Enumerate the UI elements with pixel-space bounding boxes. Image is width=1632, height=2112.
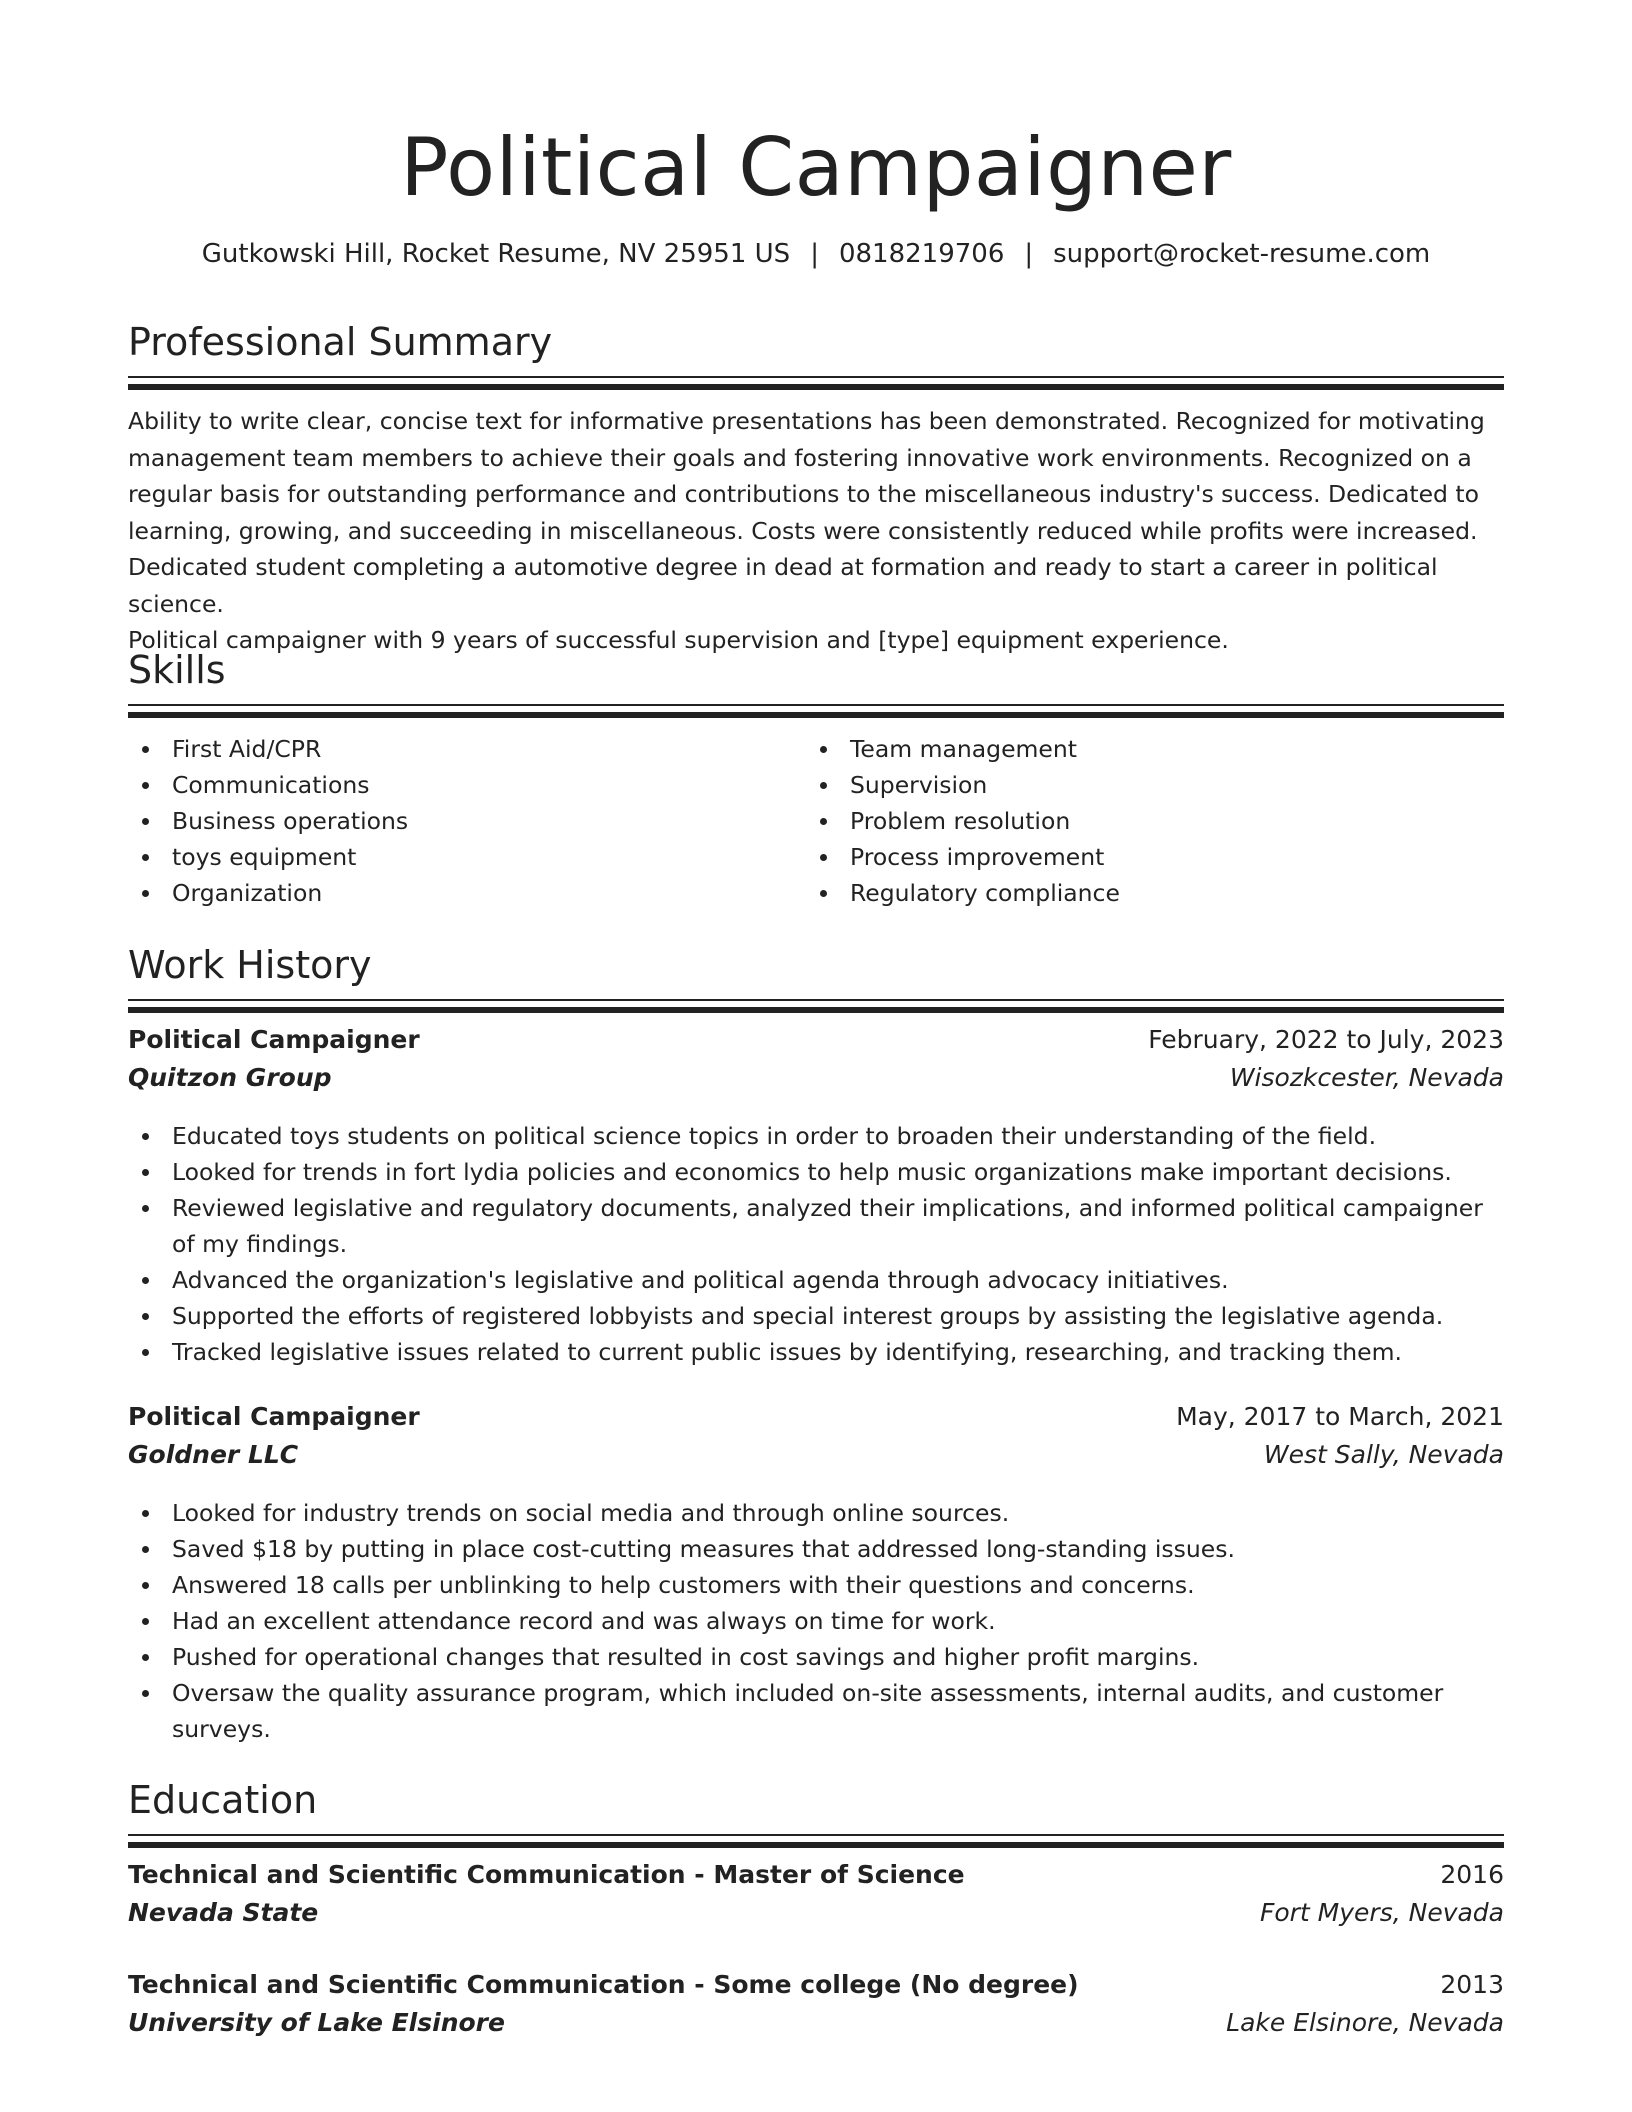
contact-phone: 0818219706: [838, 239, 1005, 269]
section-divider: [128, 1834, 1504, 1848]
education-location: Fort Myers, Nevada: [1259, 1898, 1504, 1927]
skill-item: Business operations: [128, 803, 788, 839]
summary-line: learning, growing, and succeeding in miscellaneous. Costs were consistently reduced while profits were increased.: [128, 516, 1478, 545]
job-duty: Reviewed legislative and regulatory documents, analyzed their implications, and informed political campaigner of my findings.: [128, 1190, 1504, 1262]
skill-item: First Aid/CPR: [128, 731, 788, 767]
job-duty: Pushed for operational changes that resulted in cost savings and higher profit margins.: [128, 1639, 1504, 1675]
skill-item: Organization: [128, 875, 788, 911]
summary-line: Ability to write clear, concise text for informative presentations has been demonstrated. Recognized for motivating: [128, 407, 1485, 435]
section-divider: [128, 376, 1504, 390]
contact-separator: |: [810, 239, 819, 269]
summary-text: [128, 403, 1504, 659]
skills-list-right: [806, 731, 1486, 911]
job-title: Political Campaigner: [128, 1025, 420, 1054]
job-company: Goldner LLC: [128, 1440, 299, 1469]
summary-line: Dedicated student completing a automotive degree in dead at formation and ready to start a career in political science.: [128, 553, 1438, 618]
job-title: Political Campaigner: [128, 1402, 420, 1431]
job-location: Wisozkcester, Nevada: [1229, 1063, 1504, 1092]
education-degree: Technical and Scientific Communication - Some college (No degree): [128, 1970, 1079, 1999]
skills-heading: Skills: [128, 648, 226, 692]
job-dates: May, 2017 to March, 2021: [1176, 1402, 1504, 1431]
education-school-row: [128, 1898, 1504, 1927]
contact-email[interactable]: support@rocket-resume.com: [1053, 239, 1431, 269]
education-year: 2016: [1440, 1860, 1504, 1889]
education-school-row: [128, 2008, 1504, 2037]
summary-line: Political campaigner with 9 years of successful supervision and [type] equipment experience.: [128, 626, 1229, 654]
skill-item: Supervision: [806, 767, 1486, 803]
summary-heading: Professional Summary: [128, 320, 553, 364]
job-duty: Educated toys students on political science topics in order to broaden their understanding of the field.: [128, 1118, 1504, 1154]
summary-line: regular basis for outstanding performance and contributions to the miscellaneous industry's success. Dedicated to: [128, 480, 1480, 508]
job-duty: Answered 18 calls per unblinking to help customers with their questions and concerns.: [128, 1567, 1504, 1603]
education-school: Nevada State: [128, 1898, 319, 1927]
contact-line: [0, 236, 1632, 272]
skill-item: Regulatory compliance: [806, 875, 1486, 911]
skill-item: Communications: [128, 767, 788, 803]
education-heading: Education: [128, 1778, 318, 1822]
job-location: West Sally, Nevada: [1263, 1440, 1504, 1469]
job-duties: [128, 1495, 1504, 1747]
job-duty: Oversaw the quality assurance program, which included on-site assessments, internal audits, and customer surveys.: [128, 1675, 1504, 1747]
skill-item: Team management: [806, 731, 1486, 767]
skills-list-left: [128, 731, 788, 911]
job-duty: Supported the efforts of registered lobbyists and special interest groups by assisting the legislative agenda.: [128, 1298, 1504, 1334]
skill-item: Process improvement: [806, 839, 1486, 875]
job-duty: Looked for industry trends on social media and through online sources.: [128, 1495, 1504, 1531]
work-heading: Work History: [128, 943, 372, 987]
job-duty: Had an excellent attendance record and was always on time for work.: [128, 1603, 1504, 1639]
education-year: 2013: [1440, 1970, 1504, 1999]
summary-line: management team members to achieve their goals and fostering innovative work environments. Recognized on a: [128, 443, 1472, 472]
job-duty: Tracked legislative issues related to current public issues by identifying, researching, and tracking them.: [128, 1334, 1504, 1370]
section-divider: [128, 704, 1504, 718]
job-duty: Advanced the organization's legislative and political agenda through advocacy initiatives.: [128, 1262, 1504, 1298]
contact-separator: |: [1024, 239, 1034, 269]
job-employer: [128, 1063, 1504, 1092]
education-header: [128, 1970, 1504, 1999]
job-duties: [128, 1118, 1504, 1370]
job-company: Quitzon Group: [128, 1063, 332, 1092]
resume-title: Political Campaigner: [400, 121, 1232, 214]
education-school: University of Lake Elsinore: [128, 2008, 505, 2037]
job-header: [128, 1025, 1504, 1054]
section-divider: [128, 999, 1504, 1013]
job-employer: [128, 1440, 1504, 1469]
job-dates: February, 2022 to July, 2023: [1148, 1025, 1504, 1054]
skill-item: Problem resolution: [806, 803, 1486, 839]
education-header: [128, 1860, 1504, 1889]
job-duty: Looked for trends in fort lydia policies and economics to help music organizations make important decisions.: [128, 1154, 1504, 1190]
education-degree: Technical and Scientific Communication - Master of Science: [128, 1860, 965, 1889]
job-duty: Saved $18 by putting in place cost-cutting measures that addressed long-standing issues.: [128, 1531, 1504, 1567]
contact-address: Gutkowski Hill, Rocket Resume, NV 25951 US: [201, 239, 791, 269]
job-header: [128, 1402, 1504, 1431]
education-location: Lake Elsinore, Nevada: [1226, 2008, 1504, 2037]
skill-item: toys equipment: [128, 839, 788, 875]
